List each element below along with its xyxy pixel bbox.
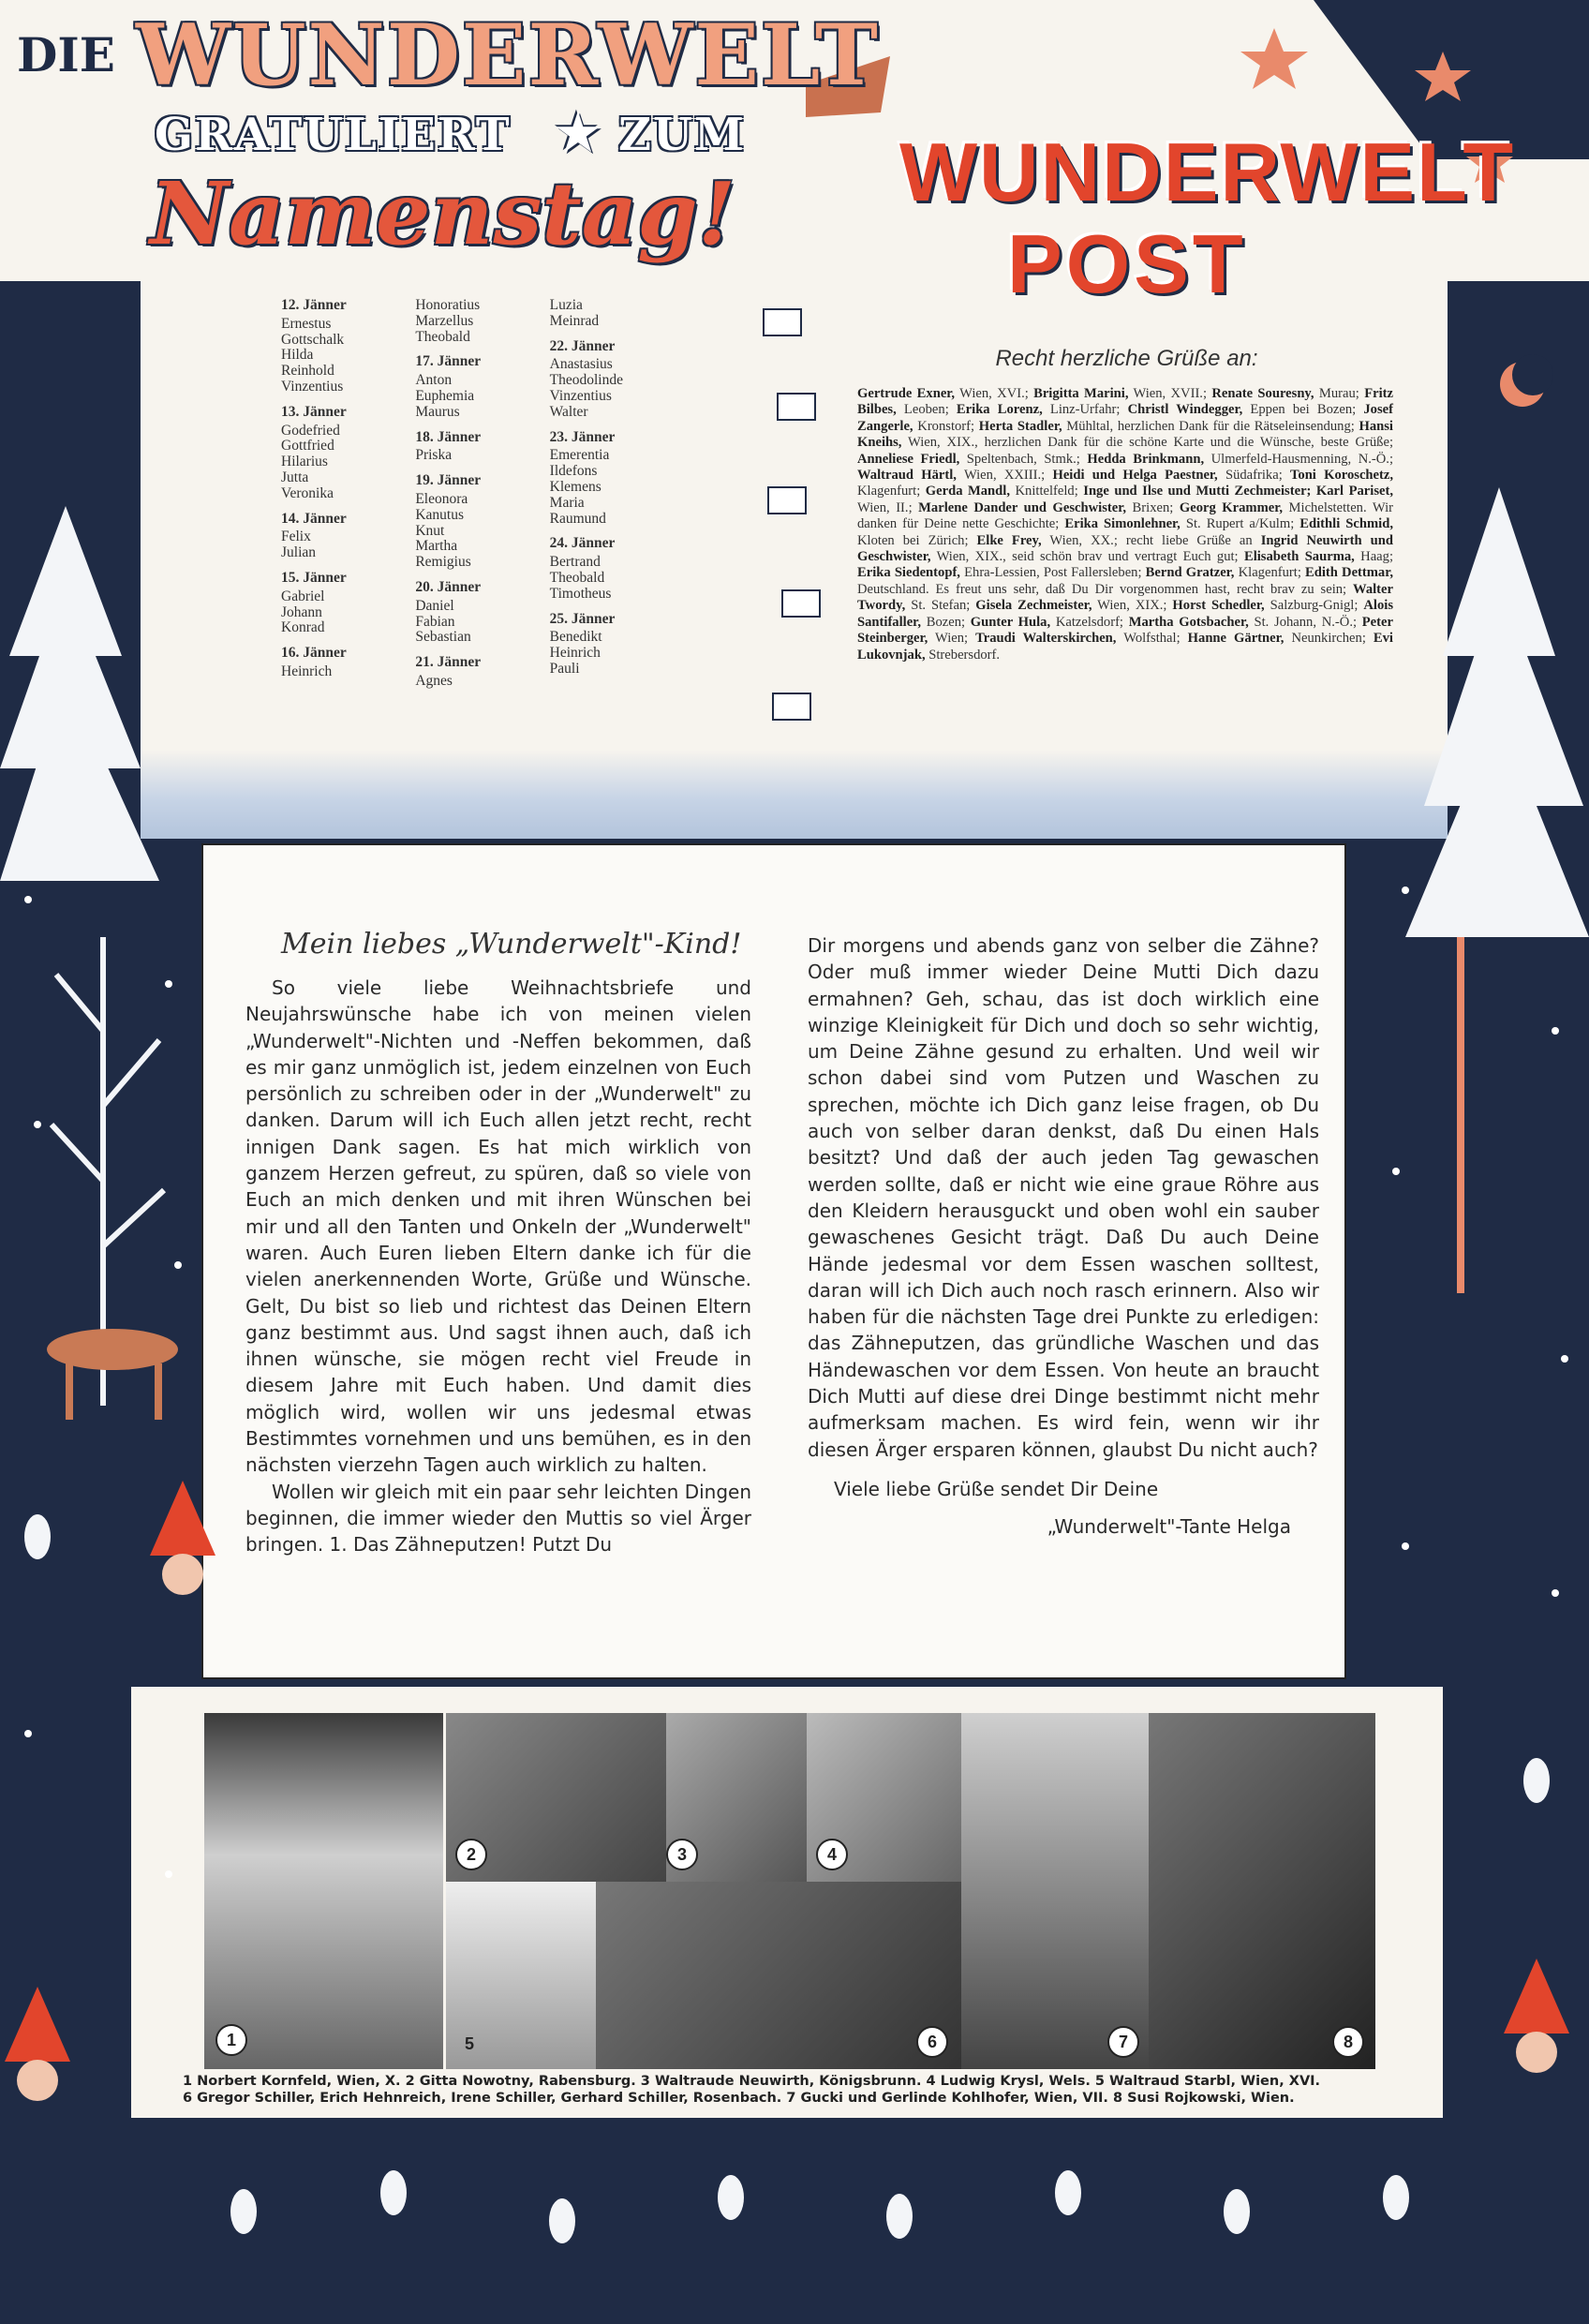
greeting-detail: Klagenfurt; [1234,565,1306,581]
letter-heading: Mein liebes „Wunderwelt"-Kind! [281,928,742,961]
greeting-recipient: Gunter Hula, [970,614,1051,630]
greeting-detail: Leoben; [896,402,957,418]
greeting-recipient: Walter Twordy, [857,581,1393,614]
greeting-detail: Mühltal, herzlichen Dank für die Rätseleinsendung; [1062,418,1359,434]
nameday-name: Jutta [281,469,309,485]
caption-line: 1 Norbert Kornfeld, Wien, X. 2 Gitta Nowotny, Rabensburg. 3 Waltraude Neuwirth, Königsbrunn. 4 Ludwig Krysl, Wels. 5 Waltraud Starbl, Wien, XVI. [183,2074,1321,2089]
greeting-recipient: Ingrid Neuwirth und Geschwister, [857,532,1393,565]
greeting-recipient: Josef Zangerle, [857,402,1393,434]
title-namenstag: Namenstag! [150,163,736,264]
nameday-date: 25. Jänner [549,610,616,627]
subtitle-gratuliert: GRATULIERT [155,109,512,161]
greeting-recipient: Hanne Gärtner, [1187,631,1285,647]
nameday-name: Heinrich [281,663,333,679]
greeting-recipient: Fritz Bilbes, [857,386,1393,418]
nameday-name: Walter [549,403,588,420]
greeting-recipient: Marlene Dander und Geschwister, [918,499,1127,515]
nameday-name: Maria [549,494,585,511]
nameday-name: Anastasius [549,356,613,373]
nameday-date: 15. Jänner [281,569,347,586]
greeting-detail: Salzburg-Gnigl; [1264,598,1364,614]
greeting-detail: St. Rupert a/Kulm; [1180,516,1300,532]
greeting-detail: Kloten bei Zürich; [857,532,977,548]
nameday-name: Priska [415,447,453,464]
letter-column-left [245,975,751,1558]
photo-number: 3 [666,1839,698,1870]
greeting-detail: Speltenbach, Stmk.; [959,451,1088,467]
subtitle-zum: ZUM [618,109,747,161]
greeting-recipient: Evi Lukovnjak, [857,631,1393,663]
nameday-name: Bertrand [549,554,601,571]
post-title-line1: WUNDERWELT [899,126,1516,218]
moon-icon [1500,354,1553,407]
nameday-group [415,655,549,690]
nameday-name: Luzia [549,297,583,313]
greeting-detail: Wien, XVII.; [1128,386,1212,401]
greeting-detail: Südafrika; [1217,468,1290,484]
nameday-date: 17. Jänner [415,353,482,370]
nameday-group [550,430,684,528]
greeting-detail: Neunkirchen; [1284,631,1374,647]
greeting-recipient: Traudi Walterskirchen, [975,631,1117,647]
greeting-recipient: Peter Steinberger, [857,614,1393,647]
nameday-date: 23. Jänner [549,428,616,445]
nameday-date: 18. Jänner [415,428,482,445]
nameday-name: Ernestus [281,315,332,332]
greeting-recipient: Renate Souresny, [1211,386,1314,401]
nameday-name: Vinzentius [281,378,344,395]
photo-caption [183,2073,1438,2107]
greeting-detail: Wien; [928,631,976,647]
photo-3 [666,1713,807,1882]
masthead-title: WUNDERWELT [136,6,880,105]
greeting-detail: Wien, II.; [857,499,919,515]
nameday-name: Timotheus [549,585,612,602]
nameday-name: Ildefons [549,463,598,480]
nameday-name: Reinhold [281,363,334,380]
photo-4 [807,1713,961,1882]
greeting-detail: Ehra-Lessien, Post Fallersleben; [959,565,1146,581]
nameday-group [415,473,549,571]
nameday-group [550,536,684,602]
greeting-detail: Eppen bei Bozen; [1242,402,1364,418]
nameday-group [281,512,415,561]
greeting-recipient: Brigitta Marini, [1033,386,1129,401]
nameday-date: 16. Jänner [281,645,347,662]
greeting-detail: Michelstetten. Wir danken für Deine nette Geschichte; [857,499,1393,532]
greeting-recipient: Hansi Kneihs, [857,418,1393,451]
nameday-group [415,354,549,420]
photo-7 [961,1713,1149,2069]
greeting-detail: Kronstorf; [913,418,979,434]
greeting-recipient: Gertrude Exner, [857,386,956,401]
nameday-name: Euphemia [415,387,475,404]
nameday-date: 14. Jänner [281,510,347,527]
nameday-name: Sebastian [415,629,471,646]
nameday-name: Martha [415,538,458,555]
photo-5 [446,1882,596,2069]
nameday-group [281,646,415,680]
post-title-line2: POST [1007,217,1247,310]
greeting-detail: Wien, XX.; recht liebe Grüße an [1041,532,1261,548]
nameday-group [281,298,415,395]
nameday-name: Eleonora [415,490,468,507]
greeting-recipient: Edithli Schmid, [1299,516,1393,532]
greeting-recipient: Edith Dettmar, [1305,565,1394,581]
greeting-detail: Murau; [1314,386,1365,401]
nameday-name: Raumund [549,510,606,527]
greeting-recipient: Erika Siedentopf, [857,565,960,581]
nameday-group [281,405,415,502]
nameday-name: Vinzentius [549,387,612,404]
nameday-name: Fabian [415,613,455,630]
star-icon: ★ [553,102,603,164]
nameday-name: Godefried [281,422,340,439]
nameday-date: 22. Jänner [549,337,616,354]
greetings-title: Recht herzliche Grüße an: [995,346,1258,371]
nameday-group [415,580,549,646]
greeting-detail: Knittelfeld; [1010,484,1084,499]
greeting-recipient: Horst Schedler, [1172,598,1265,614]
greeting-detail: St. Stefan; [905,598,976,614]
nameday-date: 24. Jänner [549,535,616,552]
nameday-name: Theodolinde [549,372,623,389]
nameday-name: Knut [415,522,445,539]
nameday-date: 21. Jänner [415,654,482,671]
greeting-recipient: Georg Krammer, [1179,499,1284,515]
nameday-date: 20. Jänner [415,578,482,595]
nameday-date: 19. Jänner [415,472,482,489]
nameday-column [281,298,415,699]
nameday-date: 13. Jänner [281,403,347,420]
letter-signature: „Wunderwelt"-Tante Helga [1047,1515,1291,1539]
envelope-icon [764,309,820,720]
greeting-detail: Katzelsdorf; [1050,614,1129,630]
photo-number: 2 [455,1839,487,1870]
greeting-recipient: Gisela Zechmeister, [975,598,1092,614]
letter-paragraph: Dir morgens und abends ganz von selber die Zähne? Oder muß immer wieder Deine Mutti Dich dazu ermahnen? Geh, schau, das ist doch wirklich eine winzige Kleinigkeit für Dich und doch so sehr wichtig, um Deine Zähne gesund zu erhalten. Und weil wir schon dabei sind vom Putzen und Waschen zu sprechen, möchte ich Dich ganz leise fragen, ob Du auch von selber daran denkst, daß Du einen Hals besitzt? Und daß der auch jeden Tag gewaschen werden sollte, daß er nicht wie eine graue Röhre aus den Kleidern herausguckt und oben wohl ein sauber gewaschenes Gesicht trägt. Daß Du auch Deine Hände jedesmal vor dem Essen waschen solltest, daran will ich Dich auch noch rasch erinnern. Also wir haben für die nächsten Tage drei Punkte zu erledigen: das Zähneputzen, das gründliche Waschen und das Händewaschen vor dem Essen. Von heute an braucht Dich Mutti auf diese drei Dinge bestimmt nicht mehr aufmerksam machen. Es wird fein, wenn wir ihr diesen Ärger ersparen können, glaubst Du nicht auch? [808,934,1319,1461]
greeting-recipient: Hedda Brinkmann, [1087,451,1205,467]
nameday-group [550,339,684,421]
greeting-recipient: Bernd Gratzer, [1145,565,1235,581]
greeting-detail: Wien, XIX., seid schön brav und vertragt Euch gut; [930,549,1244,565]
greeting-recipient: Gerda Mandl, [925,484,1010,499]
greeting-recipient: Elisabeth Saurma, [1243,549,1355,565]
greeting-recipient: Toni Koroschetz, [1290,468,1394,484]
nameday-name: Emerentia [549,447,610,464]
photo-2 [446,1713,666,1882]
reindeer-icon [47,1329,178,1420]
nameday-group [415,298,549,345]
letter-closing: Viele liebe Grüße sendet Dir Deine [834,1477,1159,1500]
nameday-name: Anton [415,372,453,389]
nameday-column [550,298,684,699]
greeting-recipient: Christl Windegger, [1127,402,1243,418]
caption-line: 6 Gregor Schiller, Erich Hehnreich, Irene Schiller, Gerhard Schiller, Rosenbach. 7 Gucki und Gerlinde Kohlhofer, Wien, VII. 8 Susi Rojkowski, Wien. [183,2091,1295,2106]
nameday-name: Theobald [415,328,470,345]
greeting-detail: Bozen; [920,614,971,630]
photo-number: 7 [1107,2026,1139,2058]
photo-8 [1149,1713,1375,2069]
greeting-recipient: Anneliese Friedl, [857,451,960,467]
nameday-name: Benedikt [549,629,602,646]
nameday-date: 12. Jänner [281,297,347,313]
nameday-name: Daniel [415,597,454,614]
nameday-name: Johann [281,603,322,620]
photo-number: 8 [1332,2026,1364,2058]
greeting-detail: Wien, XIX., herzlichen Dank für die schöne Karte und die Wünsche, beste Grüße; [901,435,1393,451]
greeting-detail: Linz-Urfahr; [1042,402,1128,418]
letter-paragraph: Wollen wir gleich mit ein paar sehr leichten Dingen beginnen, die immer wieder den Muttis so viel Ärger bringen. 1. Das Zähneputzen! Putzt Du [245,1480,751,1557]
greeting-detail: Wien, XVI.; [955,386,1034,401]
nameday-name: Julian [281,544,317,561]
nameday-name: Gottfried [281,438,334,454]
greeting-recipient: Waltraud Härtl, [857,468,957,484]
nameday-name: Veronika [281,484,334,501]
greetings-body [857,386,1393,663]
nameday-name: Maurus [415,403,460,420]
photo-number: 1 [215,2024,247,2056]
greeting-recipient: Erika Lorenz, [956,402,1043,418]
nameday-name: Heinrich [549,645,601,662]
greeting-detail: Deutschland. Es freut uns sehr, daß Du Dir vorgenommen hast, recht brav zu sein; [857,581,1354,597]
greeting-recipient: Herta Stadler, [978,418,1062,434]
nameday-name: Konrad [281,619,325,636]
nameday-group [415,430,549,465]
greeting-recipient: Karl Pariset, [1315,484,1393,499]
greeting-detail: Wien, XIX.; [1092,598,1173,614]
title-prefix: DIE [17,27,115,82]
nameday-name: Meinrad [549,312,600,329]
nameday-name: Marzellus [415,312,474,329]
greeting-recipient: Martha Gotsbacher, [1128,614,1249,630]
greeting-detail: Klagenfurt; [857,484,926,499]
nameday-name: Hilda [281,347,314,364]
nameday-name: Gottschalk [281,331,345,348]
photo-1 [204,1713,443,2069]
nameday-name: Pauli [549,660,580,677]
greeting-detail: Ulmerfeld-Hausmenning, N.-Ö.; [1204,451,1394,467]
greeting-recipient: Heidi und Helga Paestner, [1052,468,1218,484]
greeting-detail: Wolfsthal; [1116,631,1188,647]
nameday-name: Klemens [549,478,601,495]
nameday-group [550,298,684,330]
greeting-detail: St. Johann, N.-Ö.; [1248,614,1362,630]
letter-paragraph: So viele liebe Weihnachtsbriefe und Neujahrswünsche habe ich von meinen vielen „Wunderwelt"-Nichten und -Neffen bekommen, daß es mir ganz unmöglich ist, jedem einzelnen von Euch persönlich zu schreiben oder in der „Wunderwelt" zu danken. Darum will ich Euch allen jetzt recht, recht innigen Dank sagen. Es hat mich wirklich von ganzem Herzen gefreut, zu spüren, daß so viele von Euch an mich denken und mit ihren Wünschen bei mir und all den Tanten und Onkeln der „Wunderwelt" waren. Auch Euren lieben Eltern danke ich für die vielen anerkennenden Worte, Grüße und Wünsche. Gelt, Du bist so lieb und richtest das Deinen Eltern ganz bestimmt aus. Und sagst ihnen auch, daß ich ihnen wünsche, sie mögen recht viel Freude in diesem Jahre mit Euch haben. Und damit dies möglich wird, wollen wir uns jedesmal etwas Bestimmtes vornehmen und uns bemühen, es in den nächsten vierzehn Tagen auch wirklich zu halten. [245,976,751,1477]
nameday-group [281,571,415,636]
nameday-name: Honoratius [415,297,481,313]
greeting-recipient: Elke Frey, [976,532,1042,548]
greeting-recipient: Inge und Ilse und Mutti Zechmeister; [1083,484,1312,499]
greeting-recipient: Alois Santifaller, [857,598,1394,630]
photo-number: 5 [464,2034,474,2053]
photo-number: 4 [816,1839,848,1870]
nameday-name: Gabriel [281,588,325,604]
nameday-name: Remigius [415,554,471,571]
greeting-detail: Strebersdorf. [925,647,1001,663]
greeting-recipient: Erika Simonlehner, [1064,516,1181,532]
letter-column-right [808,932,1319,1541]
greeting-detail: Brixen; [1126,499,1180,515]
nameday-name: Agnes [415,672,453,689]
greeting-detail: Haag; [1354,549,1393,565]
nameday-group [550,612,684,678]
nameday-name: Theobald [549,569,605,586]
photo-number: 6 [916,2026,948,2058]
greeting-detail: Wien, XXIII.; [956,468,1053,484]
nameday-name: Hilarius [281,454,328,470]
nameday-list [281,298,684,699]
photo-6 [596,1882,961,2069]
nameday-name: Kanutus [415,506,464,523]
nameday-column [415,298,549,699]
nameday-name: Felix [281,529,311,545]
